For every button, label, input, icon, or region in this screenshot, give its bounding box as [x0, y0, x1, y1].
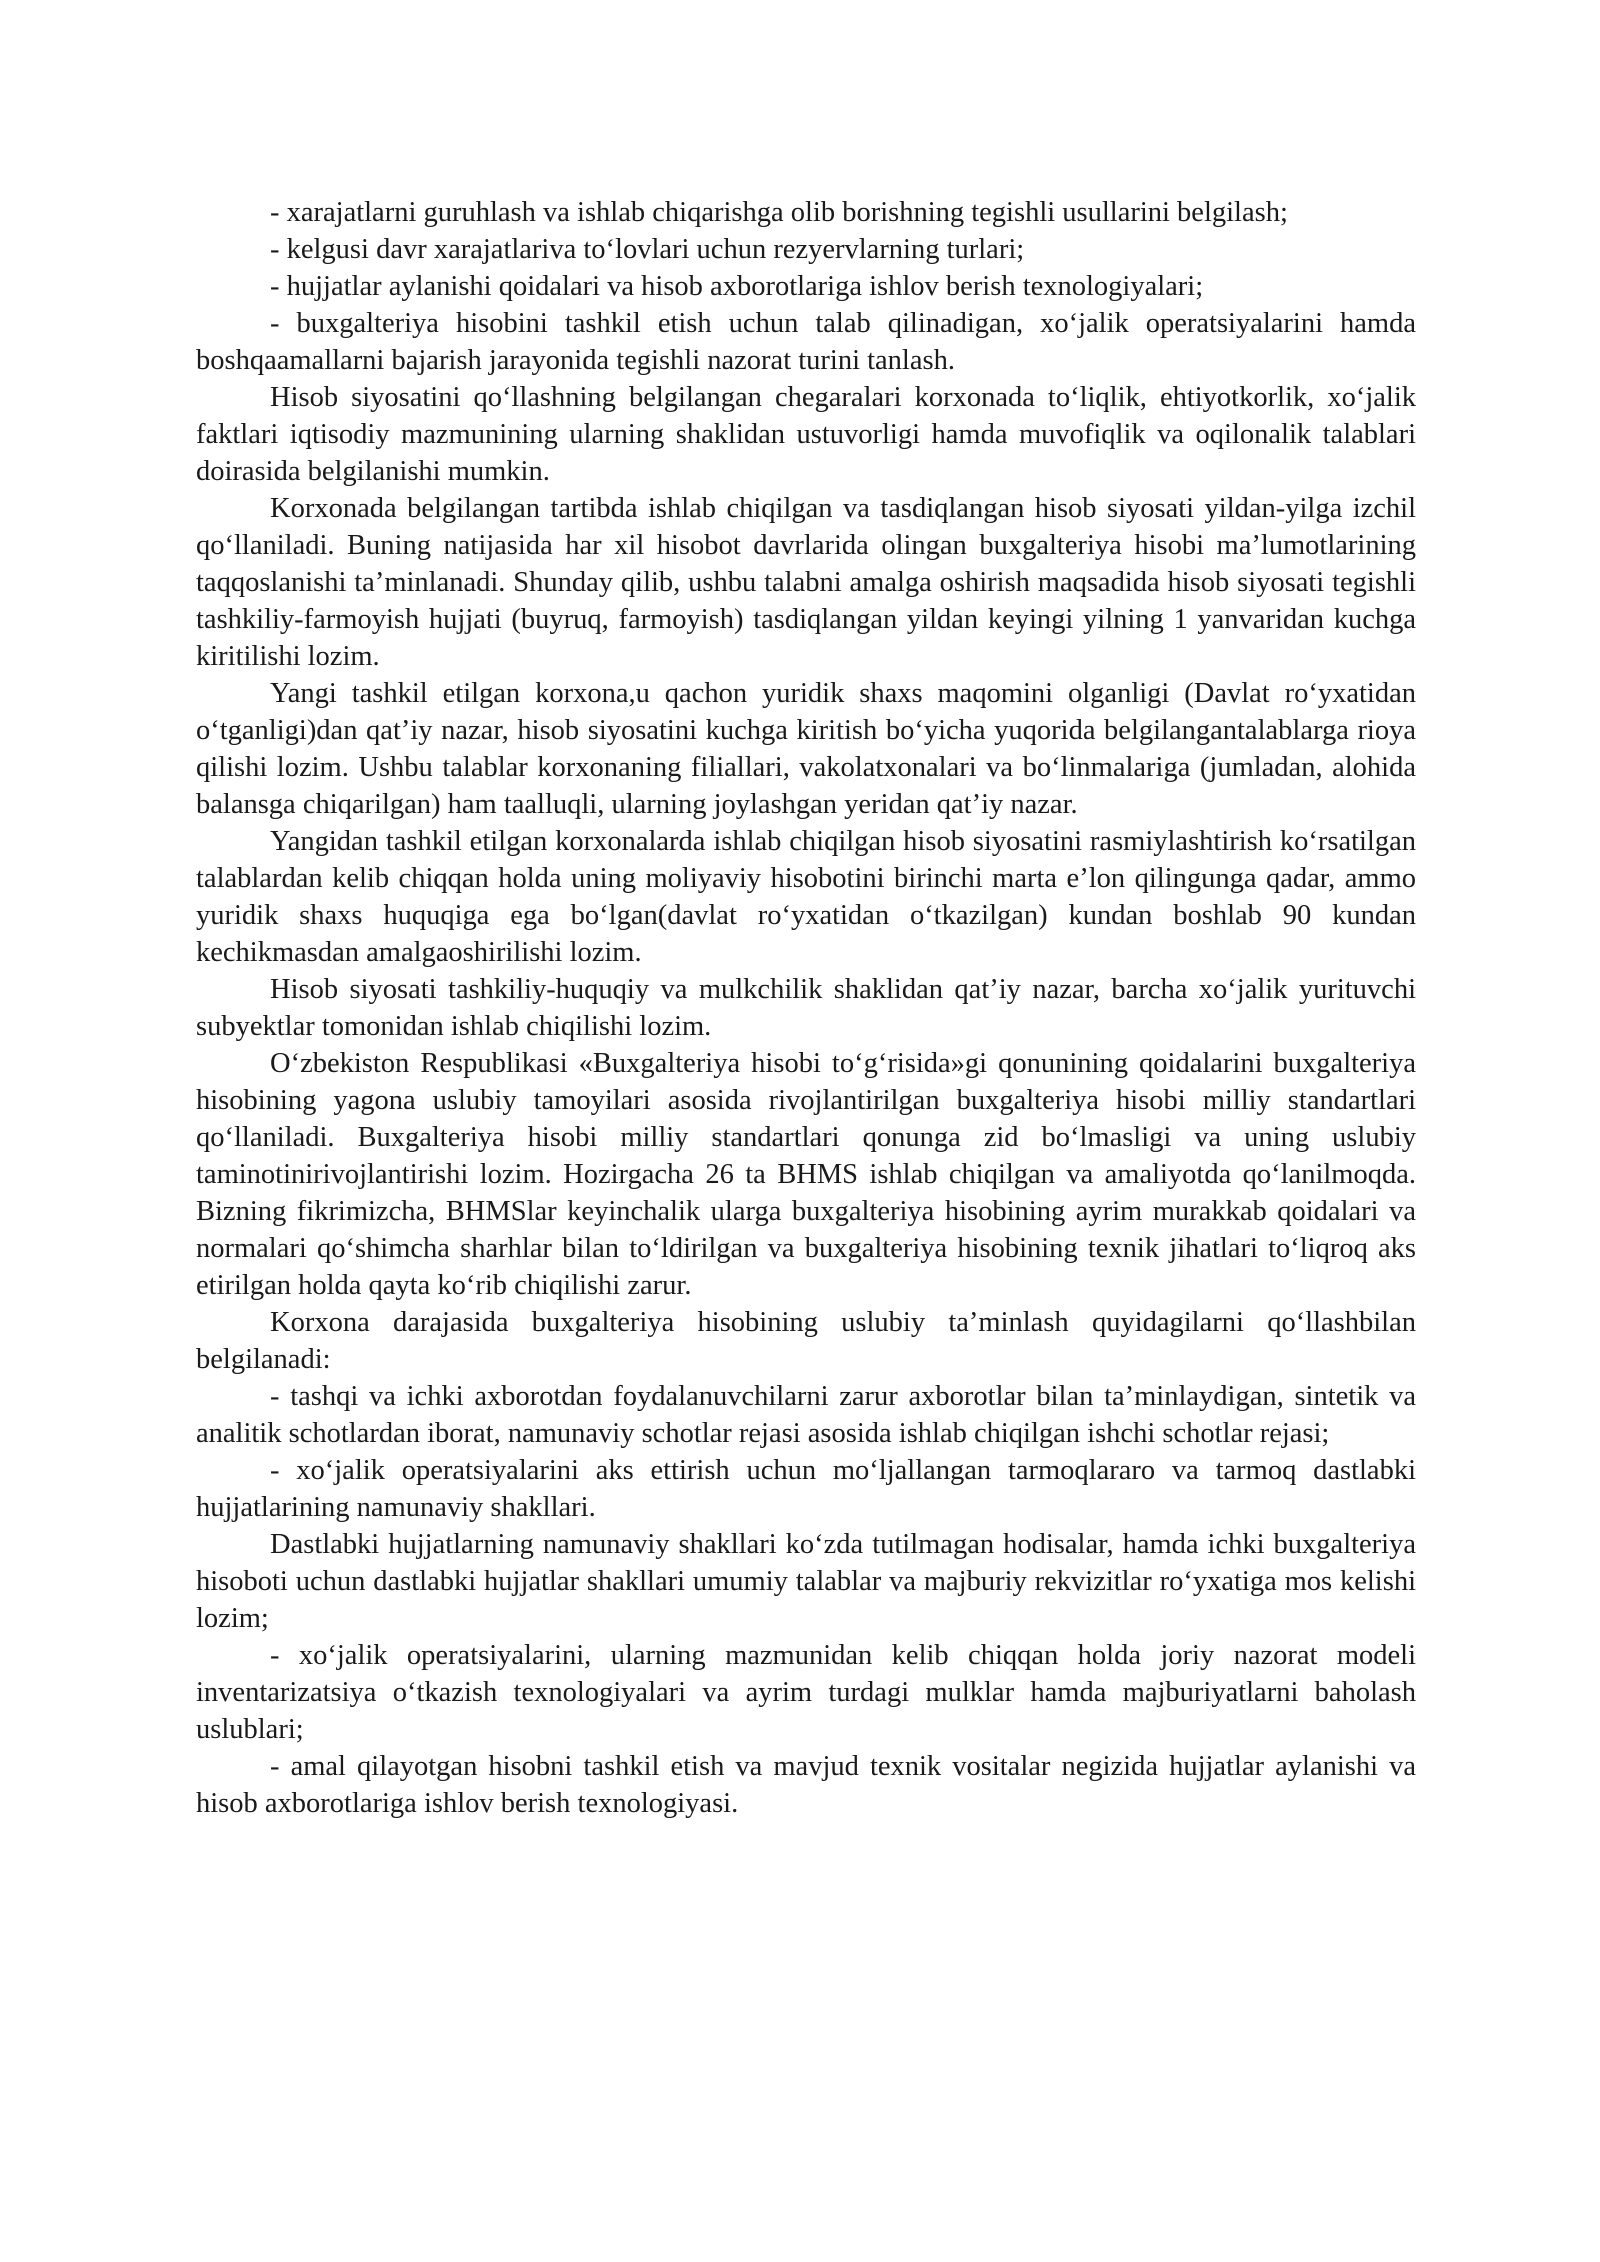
paragraph: - amal qilayotgan hisobni tashkil etish va mavjud texnik vositalar negizida hujjatlar aylanishi va hisob axborotlariga ishlov berish texnologiyasi. — [196, 1751, 1416, 1819]
paragraph: - xo‘jalik operatsiyalarini, ularning mazmunidan kelib chiqqan holda joriy nazorat modeli inventarizatsiya o‘tkazish texnologiyalari va ayrim turdagi mulklar hamda majburiyatlarni baholash uslublari; — [196, 1640, 1416, 1745]
paragraph: - tashqi va ichki axborotdan foydalanuvchilarni zarur axborotlar bilan ta’minlaydigan, sintetik va analitik schotlardan iborat, namunaviy schotlar rejasi asosida ishlab chiqilgan ishchi schotlar rejasi; — [196, 1381, 1416, 1449]
document-page — [196, 194, 1416, 1822]
paragraph: Hisob siyosati tashkiliy-huquqiy va mulkchilik shaklidan qat’iy nazar, barcha xo‘jalik yurituvchi subyektlar tomonidan ishlab chiqilishi lozim. — [196, 974, 1416, 1042]
paragraph: - xarajatlarni guruhlash va ishlab chiqarishga olib borishning tegishli usullarini belgilash; — [270, 197, 1288, 228]
paragraph: - kelgusi davr xarajatlariva to‘lovlari uchun rezyervlarning turlari; — [270, 234, 1025, 265]
paragraph: O‘zbekiston Respublikasi «Buxgalteriya hisobi to‘g‘risida»gi qonunining qoidalarini buxgalteriya hisobining yagona uslubiy tamoyilari asosida rivojlantirilgan buxgalteriya hisobi milliy standartlari qo‘llaniladi. Buxgalteriya hisobi milliy standartlari qonunga zid bo‘lmasligi va uning uslubiy taminotinirivojlantirishi lozim. Hozirgacha 26 ta BHMS ishlab chiqilgan va amaliyotda qo‘lanilmoqda. Bizning fikrimizcha, BHMSlar keyinchalik ularga buxgalteriya hisobining ayrim murakkab qoidalari va normalari qo‘shimcha sharhlar bilan to‘ldirilgan va buxgalteriya hisobining texnik jihatlari to‘liqroq aks etirilgan holda qayta ko‘rib chiqilishi zarur. — [196, 1048, 1416, 1301]
paragraph: - buxgalteriya hisobini tashkil etish uchun talab qilinadigan, xo‘jalik operatsiyalarini hamda boshqaamallarni bajarish jarayonida tegishli nazorat turini tanlash. — [196, 308, 1416, 376]
paragraph: - hujjatlar aylanishi qoidalari va hisob axborotlariga ishlov berish texnologiyalari; — [270, 271, 1204, 302]
paragraph: Korxonada belgilangan tartibda ishlab chiqilgan va tasdiqlangan hisob siyosati yildan-yilga izchil qo‘llaniladi. Buning natijasida har xil hisobot davrlarida olingan buxgalteriya hisobi ma’lumotlarining taqqoslanishi ta’minlanadi. Shunday qilib, ushbu talabni amalga oshirish maqsadida hisob siyosati tegishli tashkiliy-farmoyish hujjati (buyruq, farmoyish) tasdiqlangan yildan keyingi yilning 1 yanvaridan kuchga kiritilishi lozim. — [196, 493, 1416, 672]
paragraph: Hisob siyosatini qo‘llashning belgilangan chegaralari korxonada to‘liqlik, ehtiyotkorlik, xo‘jalik faktlari iqtisodiy mazmunining ularning shaklidan ustuvorligi hamda muvofiqlik va oqilonalik talablari doirasida belgilanishi mumkin. — [196, 382, 1416, 487]
paragraph: Dastlabki hujjatlarning namunaviy shakllari ko‘zda tutilmagan hodisalar, hamda ichki buxgalteriya hisoboti uchun dastlabki hujjatlar shakllari umumiy talablar va majburiy rekvizitlar ro‘yxatiga mos kelishi lozim; — [196, 1529, 1416, 1634]
paragraph: - xo‘jalik operatsiyalarini aks ettirish uchun mo‘ljallangan tarmoqlararo va tarmoq dastlabki hujjatlarining namunaviy shakllari. — [196, 1455, 1416, 1523]
paragraph: Yangidan tashkil etilgan korxonalarda ishlab chiqilgan hisob siyosatini rasmiylashtirish ko‘rsatilgan talablardan kelib chiqqan holda uning moliyaviy hisobotini birinchi marta e’lon qilingunga qadar, ammo yuridik shaxs huquqiga ega bo‘lgan(davlat ro‘yxatidan o‘tkazilgan) kundan boshlab 90 kundan kechikmasdan amalgaoshirilishi lozim. — [196, 826, 1416, 968]
paragraph: Yangi tashkil etilgan korxona,u qachon yuridik shaxs maqomini olganligi (Davlat ro‘yxatidan o‘tganligi)dan qat’iy nazar, hisob siyosatini kuchga kiritish bo‘yicha yuqorida belgilangantalablarga rioya qilishi lozim. Ushbu talablar korxonaning filiallari, vakolatxonalari va bo‘linmalariga (jumladan, alohida balansga chiqarilgan) ham taalluqli, ularning joylashgan yeridan qat’iy nazar. — [196, 678, 1416, 820]
paragraph: Korxona darajasida buxgalteriya hisobining uslubiy ta’minlash quyidagilarni qo‘llashbilan belgilanadi: — [196, 1307, 1416, 1375]
